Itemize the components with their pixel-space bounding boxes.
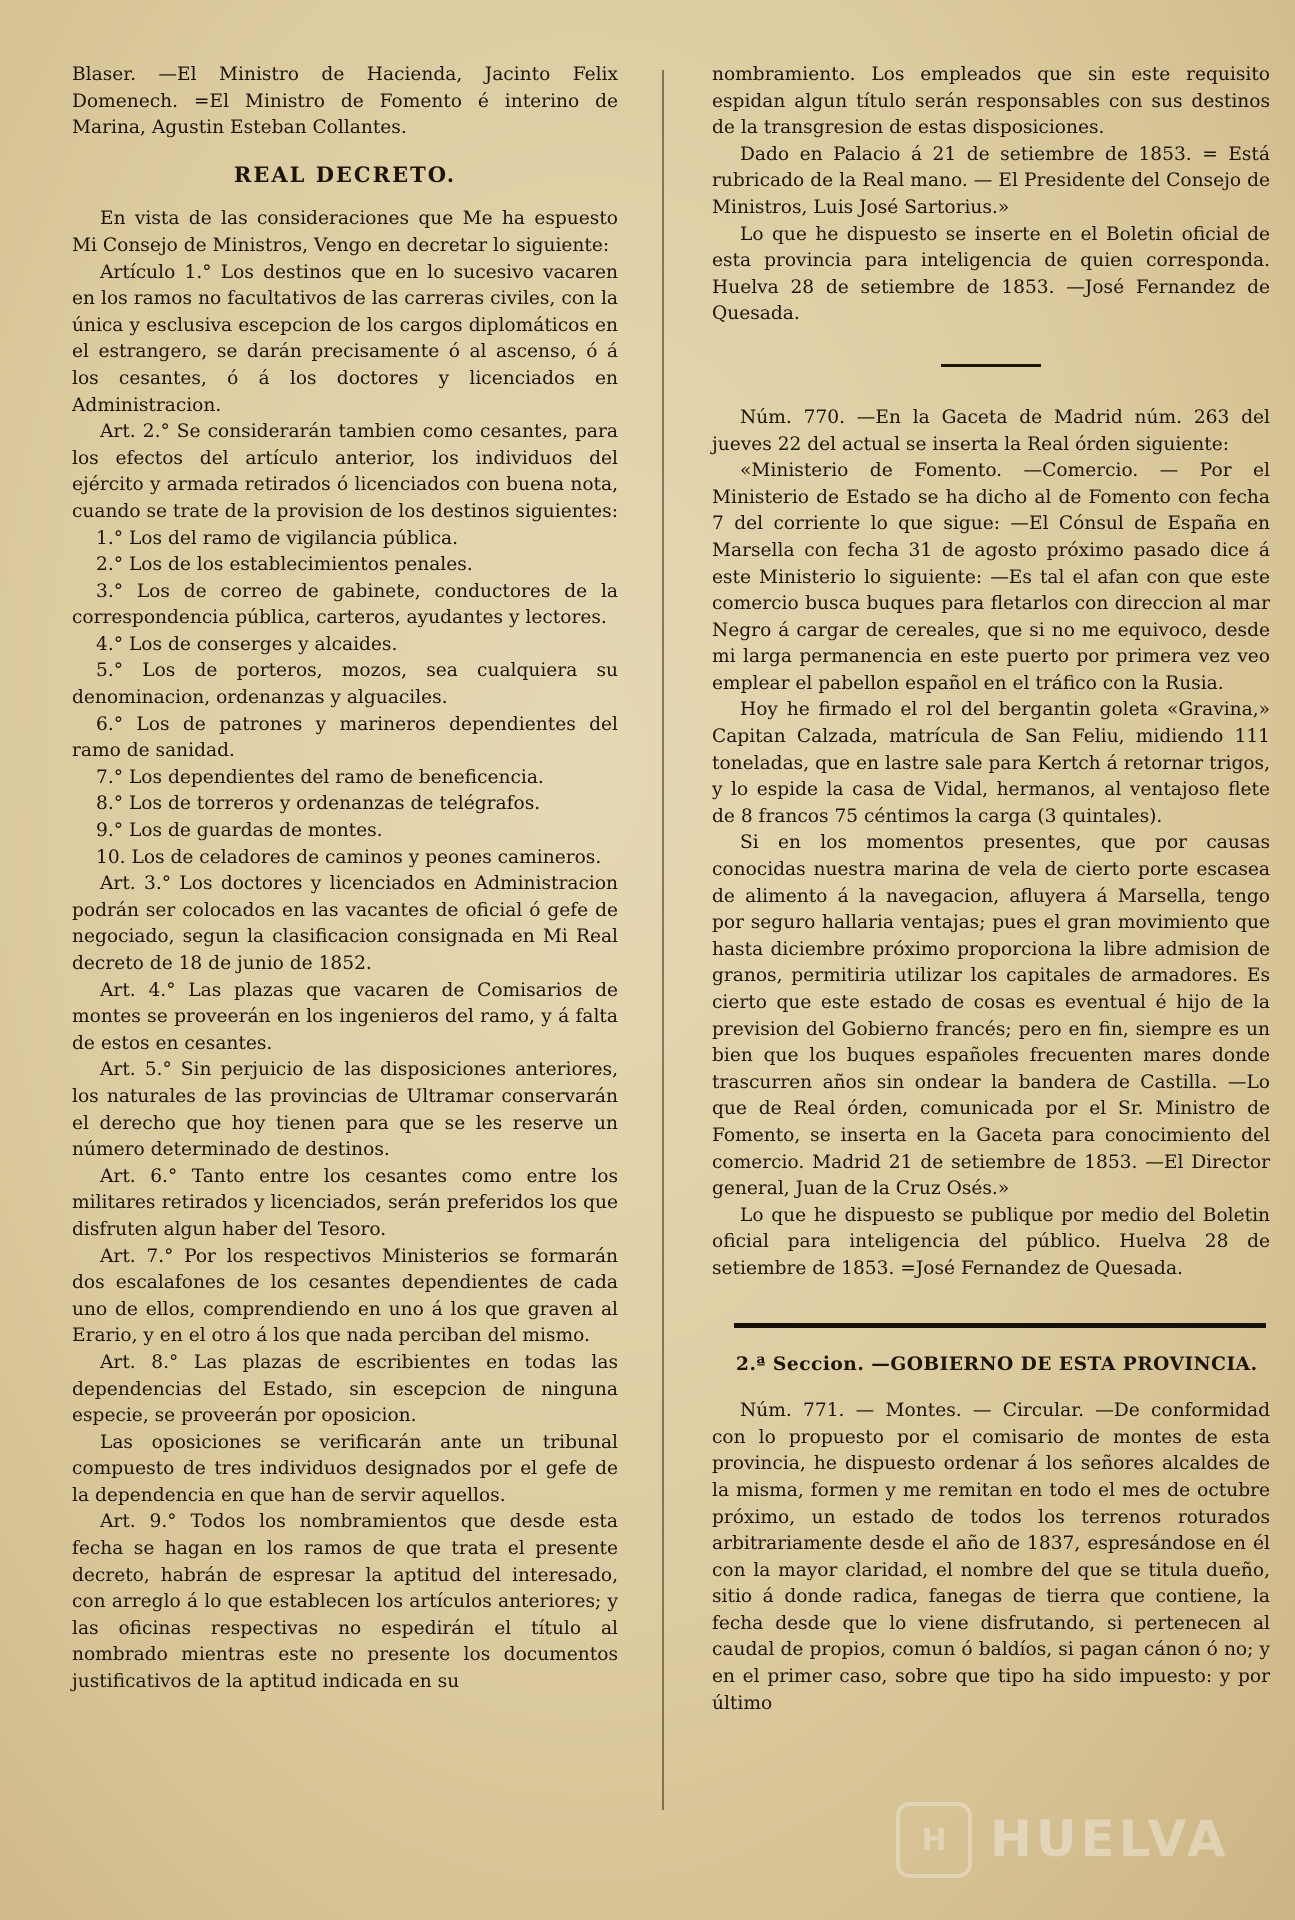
decree-heading: REAL DECRETO. [233,161,457,187]
article-2-item: 3.° Los de correo de gabinete, conductores de la correspondencia pública, carteros, ayudantes y lectores. [72,580,618,629]
article-2-item: 1.° Los del ramo de vigilancia pública. [96,527,458,549]
article-1: Artículo 1.° Los destinos que en lo sucesivo vacaren en los ramos no facultativos de las carreras civiles, con la única y esclusiva escepcion de los cargos diplomáticos en el estrangero, se darán precisamente ó al ascenso, ó á los cesantes, ó á los doctores y licenciados en Administracion. [72,261,618,416]
column-divider [662,70,664,1810]
signatures-paragraph: Blaser. —El Ministro de Hacienda, Jacinto Felix Domenech. =El Ministro de Fomento é interino de Marina, Agustin Esteban Collantes. [72,64,618,139]
article-7: Art. 7.° Por los respectivos Ministerios se formarán dos escalafones de los cesantes dependientes de cada uno de ellos, comprendiendo en uno á los que graven al Erario, y en el otro á los que nada perciban del mismo. [72,1245,618,1347]
notice-770-intro: Núm. 770. —En la Gaceta de Madrid núm. 263 del jueves 22 del actual se inserta la Real órden siguiente: [712,406,1270,455]
article-2-item: 4.° Los de conserges y alcaides. [96,633,398,655]
section-separator [734,1323,1266,1328]
article-2: Art. 2.° Se considerarán tambien como cesantes, para los efectos del artículo anterior, los individuos del ejército y armada retirados ó licenciados con buena nota, cuando se trate de la provision de los destinos siguientes: [72,421,618,522]
decree-continuation: nombramiento. Los empleados que sin este requisito espidan algun título serán responsables con sus destinos de la transgresion de estas disposiciones. [712,64,1270,139]
article-2-item: 7.° Los dependientes del ramo de beneficencia. [96,766,544,788]
article-5: Art. 5.° Sin perjuicio de las disposiciones anteriores, los naturales de las provincias de Ultramar conservarán el derecho que hoy tienen para que se les reserve un número determinado de destinos. [72,1059,618,1161]
ministry-order: «Ministerio de Fomento. —Comercio. — Por el Ministerio de Estado se ha dicho al de Fomento con fecha 7 del corriente lo que sigue: —El Cónsul de España en Marsella con fecha 31 de agosto próximo pasado dice á este Ministerio lo siguiente: —Es tal el afan con que este comercio busca buques para fletarlos con direccion al mar Negro á cargar de cereales, que si no me equivoco, desde mi larga permanencia en este puerto por primera vez veo emplear el pabellon español en el tráfico con la Rusia. [712,460,1270,694]
decree-dated: Dado en Palacio á 21 de setiembre de 1853. = Está rubricado de la Real mano. — El Presidente del Consejo de Ministros, Luis José Sartorius.» [712,143,1270,218]
article-2-item: 10. Los de celadores de caminos y peones camineros. [96,846,602,868]
article-2-item: 6.° Los de patrones y marineros dependientes del ramo de sanidad. [72,713,618,762]
article-2-item: 8.° Los de torreros y ordenanzas de telégrafos. [96,793,541,815]
article-8: Art. 8.° Las plazas de escribientes en todas las dependencias del Estado, sin escepcion de ninguna especie, se proveerán por oposicion. [72,1351,618,1427]
right-column [712,62,1270,1717]
publication-order: Lo que he dispuesto se inserte en el Boletin oficial de esta provincia para inteligencia de quien corresponda. Huelva 28 de setiembre de 1853. —José Fernandez de Quesada. [712,223,1270,325]
article-2-item: 5.° Los de porteros, mozos, sea cualquiera su denominacion, ordenanzas y alguaciles. [72,660,618,709]
article-2-item: 2.° Los de los establecimientos penales. [96,554,473,576]
decree-intro: En vista de las consideraciones que Me ha espuesto Mi Consejo de Ministros, Vengo en decretar lo siguiente: [72,208,618,256]
watermark-emblem-icon: H [896,1802,972,1878]
watermark-text: HUELVA [990,1810,1230,1868]
notice-771: Núm. 771. — Montes. — Circular. —De conformidad con lo propuesto por el comisario de montes de esta provincia, he dispuesto ordenar á los señores alcaldes de la misma, formen y me remitan en todo el mes de octubre próximo, un estado de todos los terrenos roturados arbitrariamente desde el año de 1837, espresándose en él con la mayor claridad, el nombre del que se titula dueño, sitio á donde radica, fanegas de tierra que contiene, la fecha desde que lo viene disfrutando, si pertenecen al caudal de propios, comun ó baldíos, si pagan cánon ó no; y en el primer caso, sobre que tipo ha sido impuesto: y por último [712,1400,1270,1714]
left-column [72,62,618,1696]
article-9: Art. 9.° Todos los nombramientos que desde esta fecha se hagan en los ramos de que trata el presente decreto, habrán de espresar la aptitud del interesado, con arreglo á lo que establecen los artículos anteriores; y las oficinas respectivas no espedirán el título al nombrado mientras este no presente los documentos justificativos de la aptitud indicada en su [72,1511,618,1693]
article-3: Art. 3.° Los doctores y licenciados en Administracion podrán ser colocados en las vacantes de oficial ó gefe de negociado, segun la clasificacion consignada en Mi Real decreto de 18 de junio de 1852. [72,873,618,974]
article-2-item: 9.° Los de guardas de montes. [96,820,383,842]
article-8-continuation: Las oposiciones se verificarán ante un tribunal compuesto de tres individuos designados por el gefe de la dependencia en que han de servir aquellos. [72,1431,618,1506]
ship-record: Hoy he firmado el rol del bergantin goleta «Gravina,» Capitan Calzada, matrícula de San Feliu, midiendo 111 toneladas, que en lastre sale para Kertch á retornar trigos, y lo espide la casa de Vidal, hermanos, al ventajoso flete de 8 francos 75 céntimos la carga (3 quintales). [712,699,1270,827]
article-4: Art. 4.° Las plazas que vacaren de Comisarios de montes se proveerán en los ingenieros del ramo, y á falta de estos en cesantes. [72,979,618,1054]
consul-remarks: Si en los momentos presentes, que por causas conocidas nuestra marina de vela de cierto porte escasea de alimento á la navegacion, afluyera á Marsella, tengo por seguro hallaria ventajas; pues el gran movimiento que hasta diciembre próximo proporciona la libre admision de granos, permitiria utilizar los capitales de armadores. Es cierto que este estado de cosas es eventual é hijo de la prevision del Gobierno francés; pero en fin, siempre es un bien que los buques españoles frecuenten mares donde trascurren años sin ondear la bandera de Castilla. —Lo que de Real órden, comunicada por el Sr. Ministro de Fomento, se inserta en la Gaceta para conocimiento del comercio. Madrid 21 de setiembre de 1853. —El Director general, Juan de la Cruz Osés.» [712,832,1270,1200]
section-heading: 2.ª Seccion. —GOBIERNO DE ESTA PROVINCIA. [736,1353,1258,1375]
short-separator [941,364,1041,367]
article-6: Art. 6.° Tanto entre los cesantes como entre los militares retirados y licenciados, serán preferidos los que disfruten algun haber del Tesoro. [72,1165,618,1240]
publication-notice: Lo que he dispuesto se publique por medio del Boletin oficial para inteligencia del público. Huelva 28 de setiembre de 1853. =José Fernandez de Quesada. [712,1204,1270,1279]
